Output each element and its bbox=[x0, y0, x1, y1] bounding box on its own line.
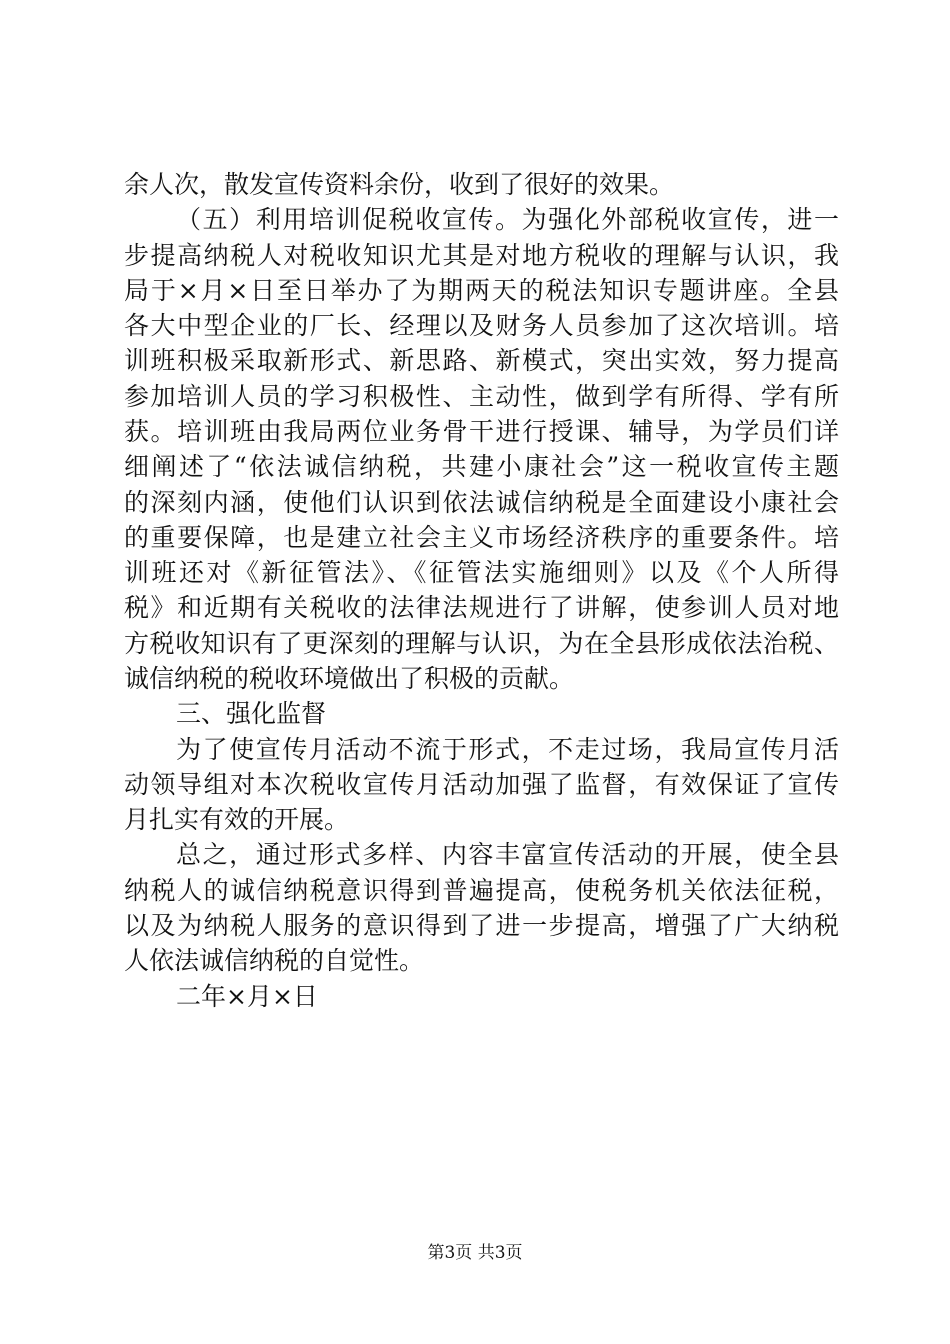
body-line: 诚信纳税的税收环境做出了积极的贡献。 bbox=[124, 664, 575, 693]
body-line: 为了使宣传月活动不流于形式，不走过场，我局宣传月活 bbox=[176, 735, 839, 764]
body-line: 局于×月×日至日举办了为期两天的税法知识专题讲座。全县 bbox=[124, 276, 839, 305]
body-line: 步提高纳税人对税收知识尤其是对地方税收的理解与认识，我 bbox=[124, 241, 839, 270]
body-line: 动领导组对本次税收宣传月活动加强了监督，有效保证了宣传 bbox=[124, 770, 839, 799]
body-line: 训班还对《新征管法》、《征管法实施细则》以及《个人所得 bbox=[124, 558, 839, 587]
body-line: （五）利用培训促税收宣传。为强化外部税收宣传，进一 bbox=[176, 205, 839, 234]
body-line: 方税收知识有了更深刻的理解与认识，为在全县形成依法治税、 bbox=[124, 629, 839, 658]
body-line: 参加培训人员的学习积极性、主动性，做到学有所得、学有所 bbox=[124, 382, 839, 411]
body-line: 人依法诚信纳税的自觉性。 bbox=[124, 946, 425, 975]
section-heading: 三、强化监督 bbox=[176, 699, 327, 728]
body-line: 总之，通过形式多样、内容丰富宣传活动的开展，使全县 bbox=[176, 840, 839, 869]
body-line: 余人次，散发宣传资料余份，收到了很好的效果。 bbox=[124, 170, 675, 199]
date-line: 二年×月×日 bbox=[176, 982, 318, 1011]
body-line: 税》和近期有关税收的法律法规进行了讲解，使参训人员对地 bbox=[124, 593, 839, 622]
body-line: 月扎实有效的开展。 bbox=[124, 805, 350, 834]
body-line: 的深刻内涵，使他们认识到依法诚信纳税是全面建设小康社会 bbox=[124, 488, 839, 517]
body-line: 的重要保障，也是建立社会主义市场经济秩序的重要条件。培 bbox=[124, 523, 839, 552]
body-line: 细阐述了“依法诚信纳税，共建小康社会”这一税收宣传主题 bbox=[124, 452, 839, 481]
body-line: 训班积极采取新形式、新思路、新模式，突出实效，努力提高 bbox=[124, 346, 839, 375]
body-line: 以及为纳税人服务的意识得到了进一步提高，增强了广大纳税 bbox=[124, 911, 839, 940]
page-number-footer: 第3页 共3页 bbox=[427, 1243, 523, 1263]
body-line: 纳税人的诚信纳税意识得到普遍提高，使税务机关依法征税， bbox=[124, 876, 839, 905]
body-line: 各大中型企业的厂长、经理以及财务人员参加了这次培训。培 bbox=[124, 311, 839, 340]
body-line: 获。培训班由我局两位业务骨干进行授课、辅导，为学员们详 bbox=[124, 417, 839, 446]
